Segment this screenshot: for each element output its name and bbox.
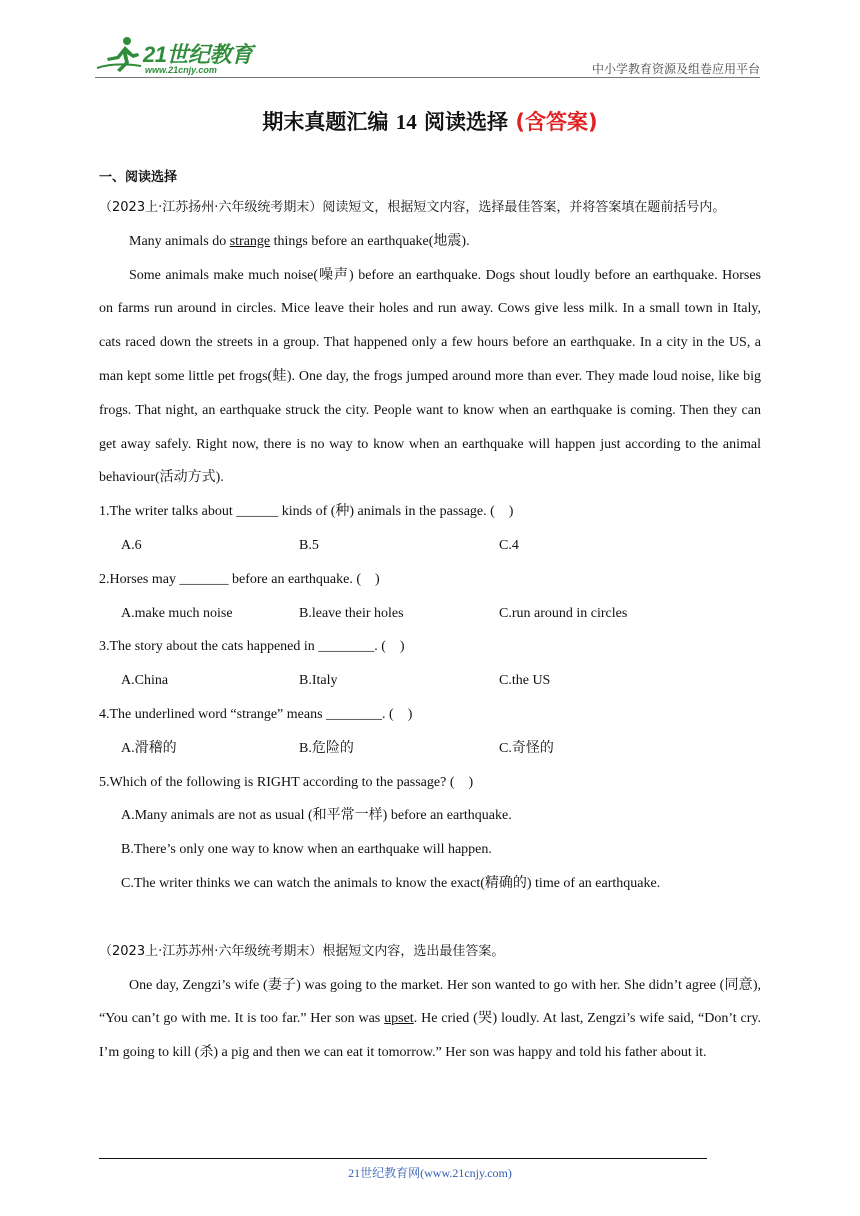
passage1-paragraph2: Some animals make much noise(噪声) before an earthquake. Dogs shout loudly before an earthquake. Horses on farms run around in circles. Mice leave their holes and run away. Cows give less milk. In a small town in Italy, cats raced down the streets in a group. That happened only a few hours before an earthquake. In a city in the US, a man kept some little pet frogs(蛙). One day, the frogs jumped around more than ever. They made loud noise, like big frogs. That night, an earthquake struck the city. People want to know when an earthquake is coming. Then they can get away safely. Right now, there is no way to know when an earthquake will happen just according to the animal behaviour(活动方式).: [99, 267, 761, 486]
question-5-option-c: C.The writer thinks we can watch the animals to know the exact(精确的) time of an earthquake.: [121, 875, 661, 891]
question-1-options: [99, 529, 761, 563]
option-a: A.China: [121, 673, 169, 689]
option-c: C.the US: [499, 673, 551, 689]
title-answer-note: (含答案): [515, 110, 598, 134]
page-title: [0, 106, 860, 136]
header-divider: [95, 77, 760, 78]
p2-text-before: One day, Zengzi’s wife (妻子) was going to the market. Her son wanted to go with her. She didn’t agree (同意), “You can’t go with me. It is too far.” Her son was: [99, 977, 761, 1027]
question-3-options: [99, 664, 761, 698]
question-2: 2.Horses may _______ before an earthquake. ( ): [99, 571, 380, 587]
title-suffix: 阅读选择: [424, 110, 509, 134]
option-b: B.危险的: [299, 740, 354, 756]
logo-text: 21世纪教育: [143, 42, 253, 67]
section-heading: 一、阅读选择: [99, 170, 178, 185]
underlined-word-upset: upset: [384, 1011, 414, 1027]
p2-text-after: . He cried (哭) loudly. At last, Zengzi’s wife said, “Don’t cry. I’m going to kill (杀) a pig and then we can eat it tomorrow.” Her son was happy and told his father about it.: [99, 1011, 761, 1061]
underlined-word-strange: strange: [229, 233, 271, 249]
question-5: 5.Which of the following is RIGHT according to the passage? ( ): [99, 774, 474, 790]
page-header: [95, 30, 760, 78]
footer-divider: [99, 1158, 707, 1159]
option-c: C.4: [499, 537, 519, 553]
question-4-options: [99, 732, 761, 766]
page-footer[interactable]: 21世纪教育网(www.21cnjy.com): [348, 1166, 512, 1180]
section1-intro: （2023上·江苏扬州·六年级统考期末）阅读短文，根据短文内容，选择最佳答案，并将答案填在题前括号内。: [99, 200, 726, 215]
question-5-option-a: A.Many animals are not as usual (和平常一样) before an earthquake.: [121, 808, 512, 824]
site-logo[interactable]: [95, 36, 255, 76]
header-site-name: 中小学教育资源及组卷应用平台: [591, 62, 760, 76]
section2-intro: （2023上·江苏苏州·六年级统考期末）根据短文内容，选出最佳答案。: [99, 943, 505, 959]
option-c: C.run around in circles: [499, 605, 628, 621]
question-2-options: [99, 597, 761, 631]
p1-text-before: Many animals do: [129, 233, 230, 249]
question-4: 4.The underlined word “strange” means ________. ( ): [99, 706, 413, 722]
option-a: A.make much noise: [121, 605, 233, 621]
question-3: 3.The story about the cats happened in ________. ( ): [99, 639, 405, 655]
option-b: B.leave their holes: [299, 605, 404, 621]
section-spacer: [99, 901, 761, 935]
title-prefix: 期末真题汇编: [262, 110, 389, 134]
option-b: B.Italy: [299, 673, 338, 689]
logo-url: www.21cnjy.com: [145, 65, 217, 75]
option-c: C.奇怪的: [499, 740, 554, 756]
document-body: [99, 165, 761, 1070]
p1-text-after: things before an earthquake(地震).: [270, 233, 470, 249]
option-b: B.5: [299, 537, 319, 553]
option-a: A.6: [121, 537, 142, 553]
runner-logo-icon: [95, 36, 145, 76]
title-number: 14: [395, 110, 417, 134]
passage1-paragraph1: [99, 225, 761, 259]
option-a: A.滑稽的: [121, 740, 177, 756]
question-1: 1.The writer talks about ______ kinds of (种) animals in the passage. ( ): [99, 504, 514, 520]
passage2-paragraph1: [99, 969, 761, 1070]
question-5-option-b: B.There’s only one way to know when an earthquake will happen.: [121, 842, 492, 858]
